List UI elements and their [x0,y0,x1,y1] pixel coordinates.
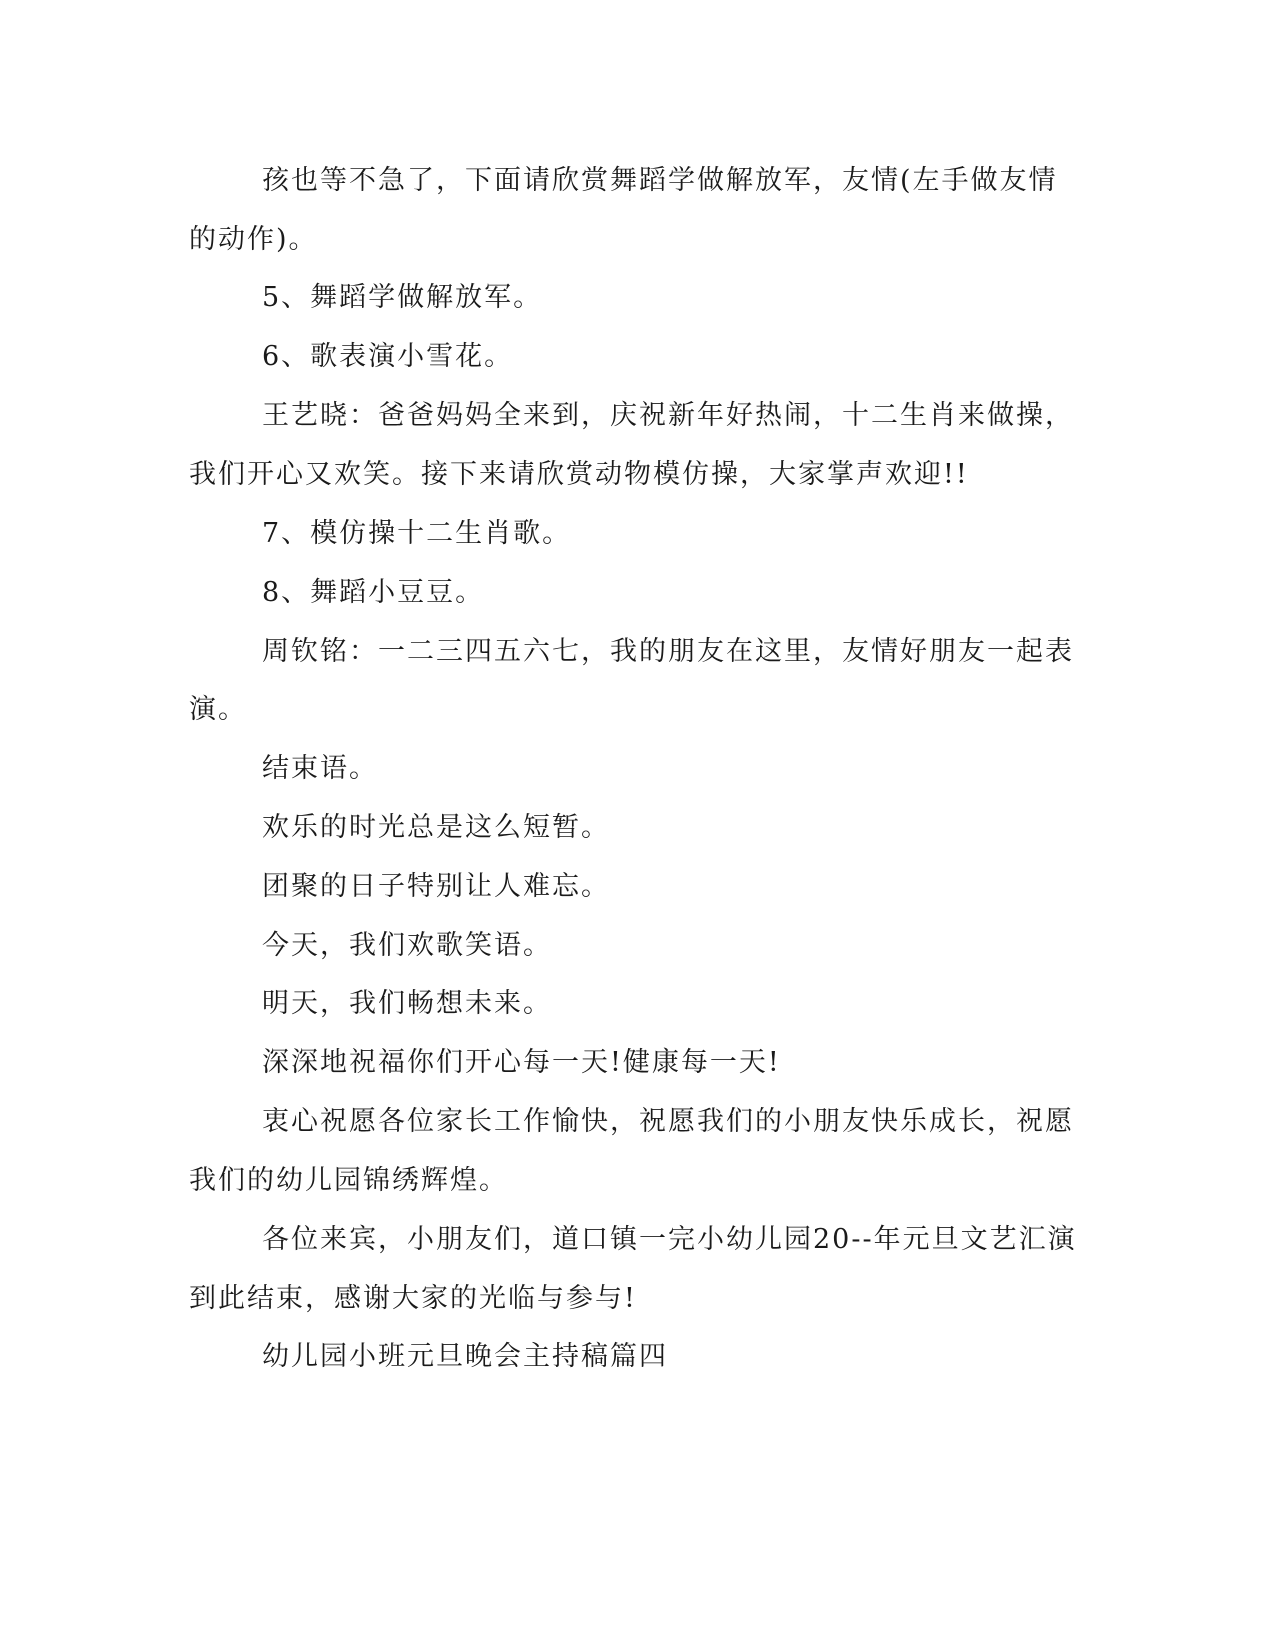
text-line: 欢乐的时光总是这么短暂。 [262,812,610,843]
text-line: 到此结束，感谢大家的光临与参与! [189,1283,637,1314]
text-line: 深深地祝福你们开心每一天!健康每一天! [262,1047,781,1078]
text-line: 结束语。 [262,753,378,784]
text-line: 周钦铭：一二三四五六七，我的朋友在这里，友情好朋友一起表 [262,636,1074,667]
text-line: 各位来宾，小朋友们，道口镇一完小幼儿园20--年元旦文艺汇演 [262,1224,1077,1255]
text-line: 演。 [189,694,247,725]
text-line: 团聚的日子特别让人难忘。 [262,871,610,902]
text-line: 8、舞蹈小豆豆。 [262,577,485,608]
text-line: 我们开心又欢笑。接下来请欣赏动物模仿操，大家掌声欢迎!! [189,459,969,490]
text-line: 的动作)。 [189,224,318,255]
text-line: 衷心祝愿各位家长工作愉快，祝愿我们的小朋友快乐成长，祝愿 [262,1106,1074,1137]
text-line: 明天，我们畅想未来。 [262,988,552,1019]
text-line: 王艺晓：爸爸妈妈全来到，庆祝新年好热闹，十二生肖来做操， [262,400,1074,431]
text-line: 6、歌表演小雪花。 [262,341,514,372]
text-line: 7、模仿操十二生肖歌。 [262,518,572,549]
section-heading: 幼儿园小班元旦晚会主持稿篇四 [262,1341,668,1372]
text-line: 孩也等不急了，下面请欣赏舞蹈学做解放军，友情(左手做友情 [262,165,1058,196]
text-line: 5、舞蹈学做解放军。 [262,282,543,313]
text-line: 我们的幼儿园锦绣辉煌。 [189,1165,508,1196]
text-line: 今天，我们欢歌笑语。 [262,930,552,961]
